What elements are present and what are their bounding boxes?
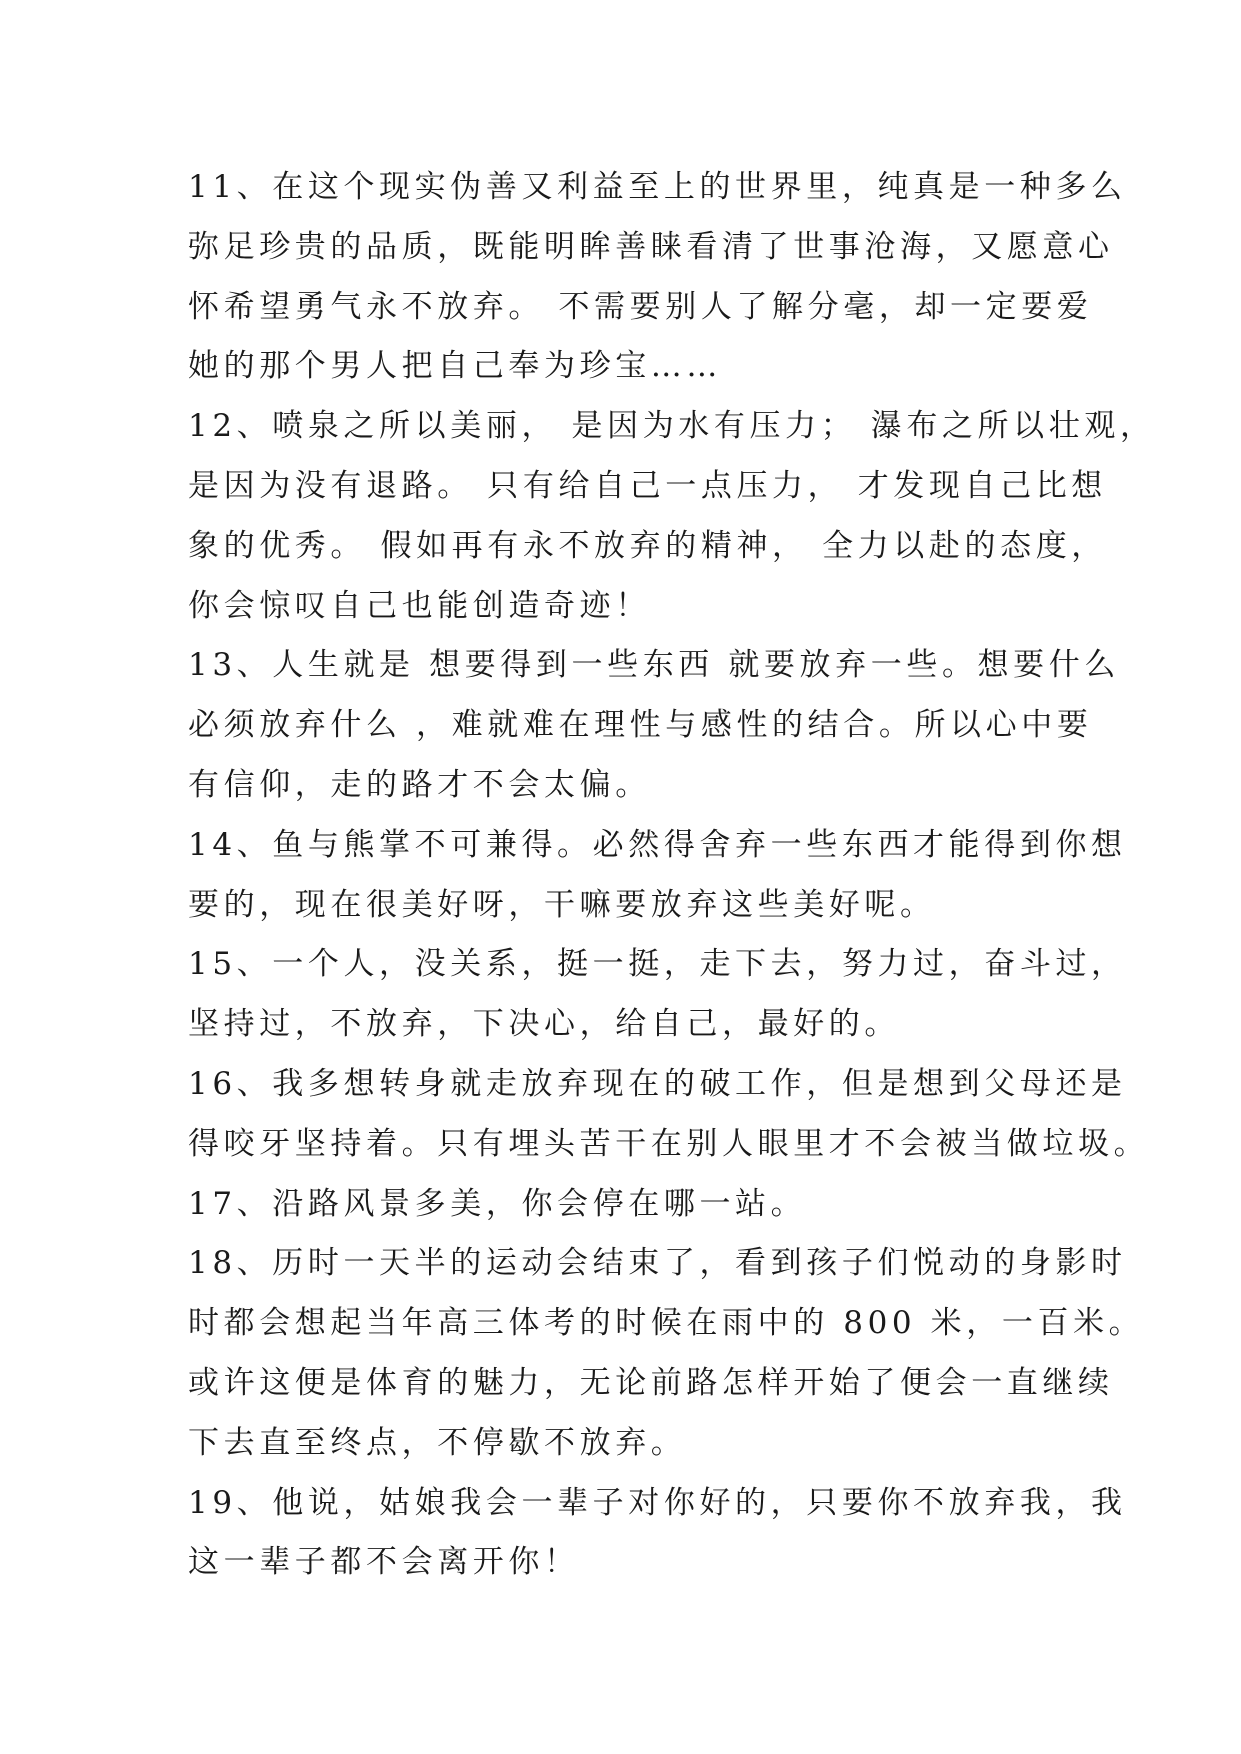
paragraph-line: 下去直至终点，不停歇不放弃。 (188, 1424, 687, 1461)
paragraph-line: 这一辈子都不会离开你！ (188, 1544, 580, 1581)
paragraph-19 (188, 1474, 1127, 1594)
paragraph-line: 象的优秀。 假如再有永不放弃的精神， 全力以赴的态度， (188, 527, 1107, 564)
paragraph-line: 必须放弃什么 ，难就难在理性与感性的结合。所以心中要 (188, 707, 1093, 744)
paragraph-line: 弥足珍贵的品质，既能明眸善睐看清了世事沧海，又愿意心 (188, 228, 1114, 265)
paragraph-line: 得咬牙坚持着。只有埋头苦干在别人眼里才不会被当做垃圾。 (188, 1125, 1150, 1162)
paragraph-13 (188, 636, 1120, 815)
paragraph-14 (188, 816, 1127, 936)
paragraph-line: 你会惊叹自己也能创造奇迹！ (188, 587, 651, 624)
paragraph-line: 14、鱼与熊掌不可兼得。必然得舍弃一些东西才能得到你想 (188, 826, 1127, 863)
paragraph-line: 13、人生就是 想要得到一些东西 就要放弃一些。想要什么 (188, 647, 1120, 684)
paragraph-line: 有信仰，走的路才不会太偏。 (188, 766, 651, 803)
paragraph-line: 15、一个人，没关系，挺一挺，走下去，努力过，奋斗过， (188, 946, 1127, 983)
paragraph-line: 怀希望勇气永不放弃。 不需要别人了解分毫，却一定要爱 (188, 288, 1093, 325)
paragraph-line: 19、他说，姑娘我会一辈子对你好的，只要你不放弃我，我 (188, 1484, 1127, 1521)
paragraph-line: 是因为没有退路。 只有给自己一点压力， 才发现自己比想 (188, 467, 1107, 504)
paragraph-line: 11、在这个现实伪善又利益至上的世界里，纯真是一种多么 (188, 169, 1127, 205)
paragraph-line: 坚持过，不放弃，下决心，给自己，最好的。 (188, 1006, 900, 1043)
paragraph-line: 她的那个男人把自己奉为珍宝…… (188, 348, 722, 385)
paragraph-12 (188, 397, 1156, 636)
paragraph-line: 12、喷泉之所以美丽， 是因为水有压力； 瀑布之所以壮观， (188, 408, 1156, 445)
document-body (188, 158, 1156, 1593)
paragraph-18 (188, 1234, 1145, 1473)
paragraph-line: 或许这便是体育的魅力，无论前路怎样开始了便会一直继续 (188, 1364, 1114, 1401)
paragraph-11 (188, 158, 1127, 397)
paragraph-line: 16、我多想转身就走放弃现在的破工作，但是想到父母还是 (188, 1065, 1127, 1102)
paragraph-15 (188, 935, 1127, 1055)
paragraph-line: 17、沿路风景多美，你会停在哪一站。 (188, 1185, 807, 1222)
paragraph-line: 要的，现在很美好呀，干嘛要放弃这些美好呢。 (188, 886, 936, 923)
paragraph-line: 时都会想起当年高三体考的时候在雨中的 800 米，一百米。 (188, 1305, 1145, 1342)
paragraph-line: 18、历时一天半的运动会结束了，看到孩子们悦动的身影时 (188, 1245, 1127, 1282)
paragraph-16 (188, 1055, 1150, 1175)
paragraph-17 (188, 1175, 1058, 1235)
